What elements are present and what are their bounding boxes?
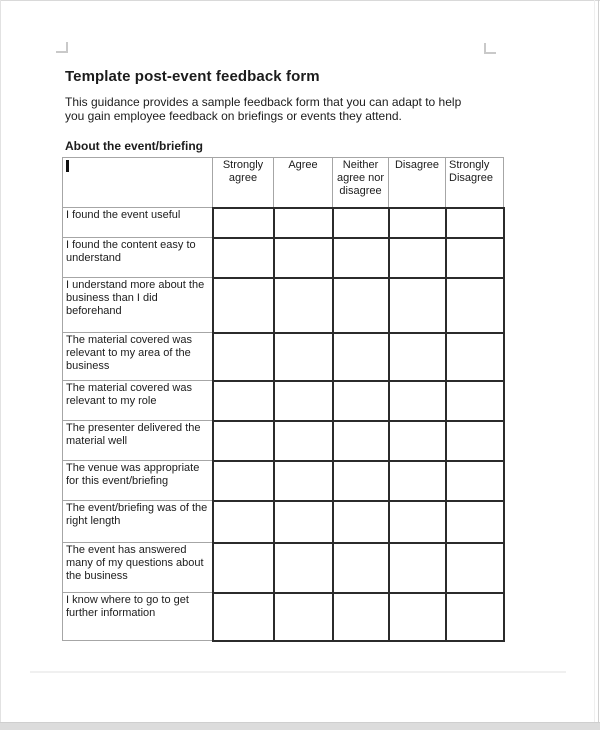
table-row: [63, 278, 504, 333]
feedback-table: [62, 157, 505, 642]
answer-cell[interactable]: [274, 501, 333, 543]
column-header-strongly-disagree[interactable]: Strongly Disagree: [446, 158, 504, 208]
table-row: [63, 421, 504, 461]
window-right-inner-edge: [594, 0, 595, 730]
table-row: [63, 461, 504, 501]
margin-corner-mark-left: [56, 42, 68, 53]
column-header-strongly-agree[interactable]: Strongly agree: [213, 158, 274, 208]
table-row: [63, 543, 504, 593]
answer-cell[interactable]: [274, 333, 333, 381]
answer-cell[interactable]: [333, 208, 389, 238]
answer-cell[interactable]: [333, 278, 389, 333]
table-header-row: [63, 158, 504, 208]
answer-cell[interactable]: [213, 501, 274, 543]
answer-cell[interactable]: [446, 593, 504, 641]
answer-cell[interactable]: [446, 278, 504, 333]
table-row: [63, 593, 504, 641]
table-row: [63, 238, 504, 278]
statement-cell[interactable]: The venue was appropriate for this event/briefing: [63, 461, 213, 501]
table-row: [63, 333, 504, 381]
answer-cell[interactable]: [213, 543, 274, 593]
table-row: [63, 381, 504, 421]
answer-cell[interactable]: [389, 333, 446, 381]
answer-cell[interactable]: [213, 593, 274, 641]
answer-cell[interactable]: [446, 238, 504, 278]
statement-cell[interactable]: I found the event useful: [63, 208, 213, 238]
answer-cell[interactable]: [389, 421, 446, 461]
statement-cell[interactable]: The material covered was relevant to my area of the business: [63, 333, 213, 381]
answer-cell[interactable]: [333, 543, 389, 593]
intro-line-2: you gain employee feedback on briefings or events they attend.: [65, 109, 402, 123]
page-bottom-shadow: [30, 671, 566, 673]
margin-corner-mark-right: [484, 43, 496, 54]
document-title: Template post-event feedback form: [65, 68, 320, 85]
window-bottom-strip: [0, 722, 600, 730]
answer-cell[interactable]: [333, 381, 389, 421]
answer-cell[interactable]: [446, 421, 504, 461]
column-header-agree[interactable]: Agree: [274, 158, 333, 208]
answer-cell[interactable]: [389, 238, 446, 278]
answer-cell[interactable]: [274, 278, 333, 333]
answer-cell[interactable]: [389, 543, 446, 593]
answer-cell[interactable]: [274, 238, 333, 278]
table-row: [63, 208, 504, 238]
intro-line-1: This guidance provides a sample feedback form that you can adapt to help: [65, 95, 462, 109]
intro-paragraph: [65, 95, 461, 123]
answer-cell[interactable]: [333, 333, 389, 381]
answer-cell[interactable]: [389, 208, 446, 238]
statement-cell[interactable]: I understand more about the business than I did beforehand: [63, 278, 213, 333]
answer-cell[interactable]: [274, 208, 333, 238]
statement-cell[interactable]: I found the content easy to understand: [63, 238, 213, 278]
answer-cell[interactable]: [389, 278, 446, 333]
statement-cell[interactable]: The material covered was relevant to my role: [63, 381, 213, 421]
column-header-disagree[interactable]: Disagree: [389, 158, 446, 208]
answer-cell[interactable]: [213, 208, 274, 238]
window-left-edge: [0, 0, 1, 730]
table-row: [63, 501, 504, 543]
section-heading: About the event/briefing: [65, 139, 203, 153]
answer-cell[interactable]: [274, 593, 333, 641]
answer-cell[interactable]: [213, 238, 274, 278]
statement-cell[interactable]: I know where to go to get further information: [63, 593, 213, 641]
answer-cell[interactable]: [389, 501, 446, 543]
answer-cell[interactable]: [389, 593, 446, 641]
statement-header-cell[interactable]: [63, 158, 213, 208]
answer-cell[interactable]: [274, 421, 333, 461]
answer-cell[interactable]: [333, 593, 389, 641]
answer-cell[interactable]: [446, 461, 504, 501]
answer-cell[interactable]: [333, 501, 389, 543]
text-cursor: [66, 160, 69, 172]
window-right-outer-edge: [598, 0, 599, 730]
statement-cell[interactable]: The presenter delivered the material well: [63, 421, 213, 461]
answer-cell[interactable]: [274, 543, 333, 593]
column-header-neither[interactable]: Neither agree nor disagree: [333, 158, 389, 208]
answer-cell[interactable]: [333, 238, 389, 278]
answer-cell[interactable]: [446, 543, 504, 593]
answer-cell[interactable]: [213, 381, 274, 421]
answer-cell[interactable]: [213, 333, 274, 381]
statement-cell[interactable]: The event has answered many of my questions about the business: [63, 543, 213, 593]
answer-cell[interactable]: [446, 333, 504, 381]
answer-cell[interactable]: [274, 461, 333, 501]
answer-cell[interactable]: [389, 381, 446, 421]
statement-cell[interactable]: The event/briefing was of the right length: [63, 501, 213, 543]
answer-cell[interactable]: [213, 421, 274, 461]
answer-cell[interactable]: [213, 461, 274, 501]
answer-cell[interactable]: [389, 461, 446, 501]
answer-cell[interactable]: [333, 421, 389, 461]
answer-cell[interactable]: [333, 461, 389, 501]
answer-cell[interactable]: [446, 208, 504, 238]
answer-cell[interactable]: [446, 501, 504, 543]
window-top-edge: [0, 0, 600, 1]
answer-cell[interactable]: [274, 381, 333, 421]
answer-cell[interactable]: [213, 278, 274, 333]
answer-cell[interactable]: [446, 381, 504, 421]
